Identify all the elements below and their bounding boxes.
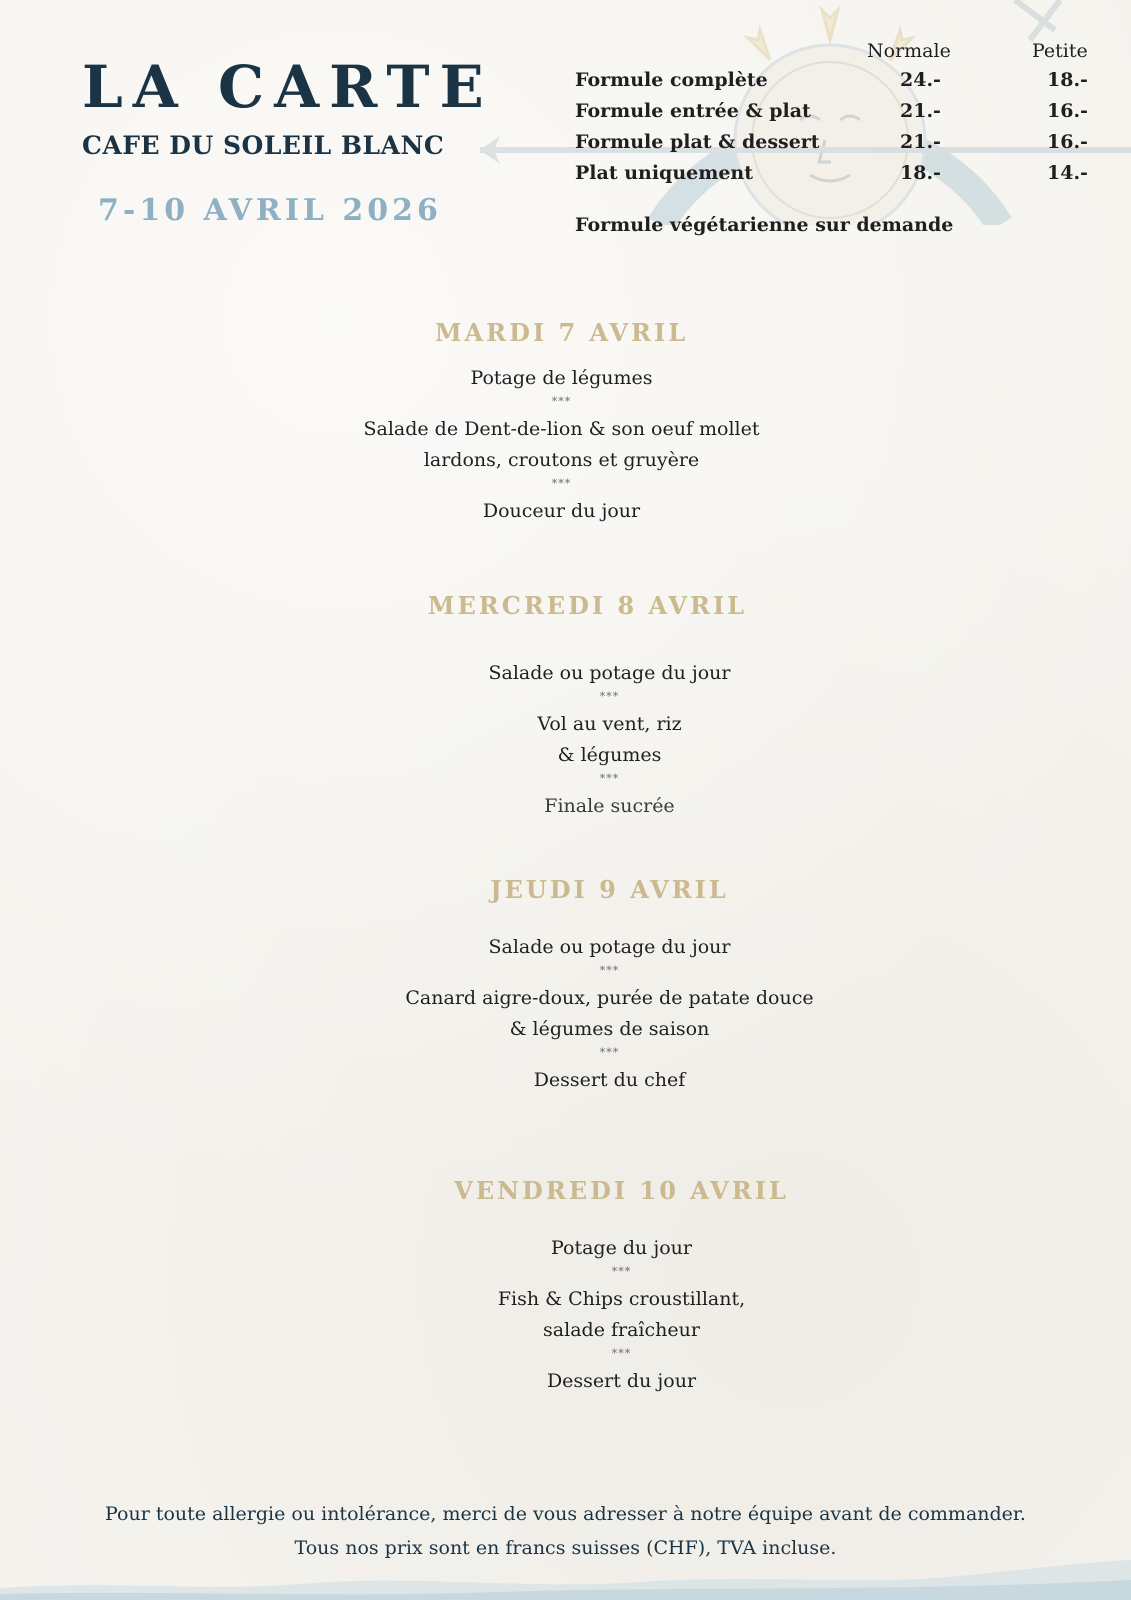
main-course-line2: & légumes (557, 744, 662, 766)
allergy-note: Pour toute allergie ou intolérance, merci de vous adresser à notre équipe avant de commander. (105, 1503, 1026, 1525)
starter: Salade ou potage du jour (488, 936, 731, 958)
price-normale: 18.- (900, 162, 941, 184)
dessert: Dessert du chef (533, 1069, 686, 1091)
main-course-line2: lardons, croutons et gruyère (423, 449, 700, 471)
main-course-line1: Salade de Dent-de-lion & son oeuf mollet (363, 418, 760, 440)
price-normale: 24.- (900, 69, 941, 91)
dessert: Finale sucrée (544, 795, 675, 817)
price-table-header (575, 38, 1115, 69)
price-table (575, 38, 1115, 193)
price-petite: 16.- (1047, 100, 1088, 122)
price-normale: 21.- (900, 100, 941, 122)
footer-notes (0, 1497, 1131, 1565)
price-note: Tous nos prix sont en francs suisses (CHF), TVA incluse. (294, 1537, 837, 1559)
course-separator: *** (599, 772, 620, 785)
price-petite: 14.- (1047, 162, 1088, 184)
price-row-label: Formule entrée & plat (575, 100, 811, 122)
price-row-label: Formule complète (575, 69, 768, 91)
day-menu-jeudi (0, 875, 1131, 1096)
price-petite: 16.- (1047, 131, 1088, 153)
course-separator: *** (599, 964, 620, 977)
price-row (575, 162, 1115, 193)
price-row (575, 69, 1115, 100)
course-separator: *** (611, 1265, 632, 1278)
course-separator: *** (551, 395, 572, 408)
starter: Potage du jour (551, 1237, 692, 1259)
price-row (575, 131, 1115, 162)
main-course-line2: salade fraîcheur (543, 1319, 700, 1341)
course-separator: *** (611, 1347, 632, 1360)
starter: Potage de légumes (470, 367, 653, 389)
starter: Salade ou potage du jour (488, 662, 731, 684)
day-menu-mardi (0, 318, 1127, 527)
price-row (575, 100, 1115, 131)
day-title: MARDI 7 AVRIL (434, 318, 689, 347)
day-title: JEUDI 9 AVRIL (490, 875, 729, 904)
course-separator: *** (599, 690, 620, 703)
day-menu-mercredi-courses (0, 658, 1131, 822)
day-title: MERCREDI 8 AVRIL (427, 591, 748, 620)
main-course-line2: & légumes de saison (509, 1018, 710, 1040)
main-course-line1: Canard aigre-doux, purée de patate douce (405, 987, 814, 1009)
course-separator: *** (551, 477, 572, 490)
price-row-label: Plat uniquement (575, 162, 754, 184)
cafe-name: CAFE DU SOLEIL BLANC (82, 131, 445, 160)
price-normale: 21.- (900, 131, 941, 153)
date-range: 7-10 AVRIL 2026 (98, 193, 442, 228)
page-title: LA CARTE (82, 53, 494, 121)
main-course-line1: Fish & Chips croustillant, (497, 1288, 746, 1310)
day-menu-mercredi (44, 591, 1131, 620)
course-separator: *** (599, 1046, 620, 1059)
column-header-normale: Normale (867, 40, 951, 62)
day-menu-vendredi (0, 1176, 1131, 1397)
main-course-line1: Vol au vent, riz (537, 713, 682, 735)
price-petite: 18.- (1047, 69, 1088, 91)
dessert: Douceur du jour (482, 500, 641, 522)
price-row-label: Formule plat & dessert (575, 131, 820, 153)
column-header-petite: Petite (1032, 40, 1088, 62)
day-title: VENDREDI 10 AVRIL (454, 1176, 789, 1205)
vegetarian-note: Formule végétarienne sur demande (575, 214, 954, 236)
dessert: Dessert du jour (546, 1370, 697, 1392)
